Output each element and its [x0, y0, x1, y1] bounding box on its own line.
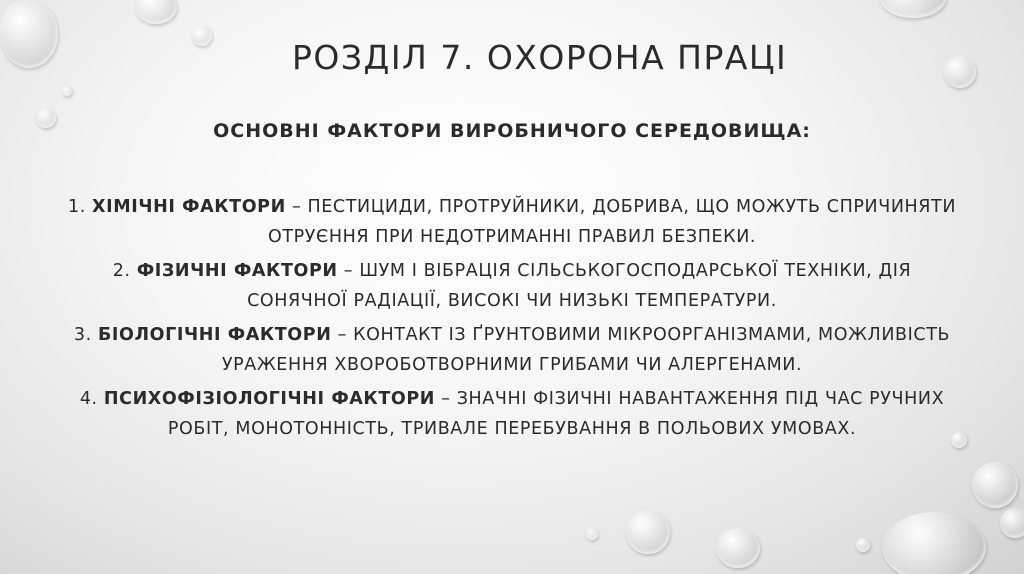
factor-description: – КОНТАКТ ІЗ ҐРУНТОВИМИ МІКРООРГАНІЗМАМИ, МОЖЛИВІСТЬ УРАЖЕННЯ ХВОРОБОТВОРНИМИ ГРИБАМИ ЧИ АЛЕРГЕНАМИ. — [221, 325, 951, 375]
factor-number: 2. — [112, 261, 137, 281]
water-drop-decoration — [972, 462, 1018, 508]
factor-item — [60, 384, 964, 444]
water-drop-decoration — [882, 512, 986, 574]
water-drop-decoration — [944, 56, 976, 88]
water-drop-decoration — [62, 86, 72, 96]
water-drop-decoration — [856, 538, 870, 552]
factor-name: ХІМІЧНІ ФАКТОРИ — [92, 197, 286, 217]
water-drop-decoration — [626, 510, 670, 554]
water-drop-decoration — [0, 0, 58, 68]
factor-item — [60, 256, 964, 316]
factor-item — [60, 320, 964, 380]
factor-number: 4. — [79, 389, 104, 409]
water-drop-decoration — [586, 528, 598, 540]
water-drop-decoration — [880, 0, 946, 18]
factor-name: ПСИХОФІЗІОЛОГІЧНІ ФАКТОРИ — [103, 389, 436, 409]
water-drop-decoration — [135, 0, 177, 24]
slide-title: РОЗДІЛ 7. ОХОРОНА ПРАЦІ — [292, 38, 788, 77]
factor-number: 1. — [67, 197, 93, 217]
factor-description: – ПЕСТИЦИДИ, ПРОТРУЙНИКИ, ДОБРИВА, ЩО МОЖУТЬ СПРИЧИНЯТИ ОТРУЄННЯ ПРИ НЕДОТРИМАННІ ПРАВИЛ БЕЗПЕКИ. — [267, 197, 957, 247]
factor-number: 3. — [73, 325, 98, 345]
factor-name: БІОЛОГІЧНІ ФАКТОРИ — [97, 325, 332, 345]
water-drop-decoration — [716, 528, 760, 568]
factor-description: – ШУМ І ВІБРАЦІЯ СІЛЬСЬКОГОСПОДАРСЬКОЇ ТЕХНІКИ, ДІЯ СОНЯЧНОЇ РАДІАЦІЇ, ВИСОКІ ЧИ НИЗЬКІ ТЕМПЕРАТУРИ. — [247, 261, 912, 311]
water-drop-decoration — [192, 26, 212, 46]
factor-item — [60, 192, 964, 252]
water-drop-decoration — [1000, 508, 1024, 538]
factor-name: ФІЗИЧНІ ФАКТОРИ — [136, 261, 338, 281]
factor-description: – ЗНАЧНІ ФІЗИЧНІ НАВАНТАЖЕННЯ ПІД ЧАС РУЧНИХ РОБІТ, МОНОТОННІСТЬ, ТРИВАЛЕ ПЕРЕБУВАННЯ В ПОЛЬОВИХ УМОВАХ. — [167, 389, 945, 439]
slide-subtitle: ОСНОВНІ ФАКТОРИ ВИРОБНИЧОГО СЕРЕДОВИЩА: — [213, 120, 811, 142]
factors-list — [60, 192, 964, 448]
